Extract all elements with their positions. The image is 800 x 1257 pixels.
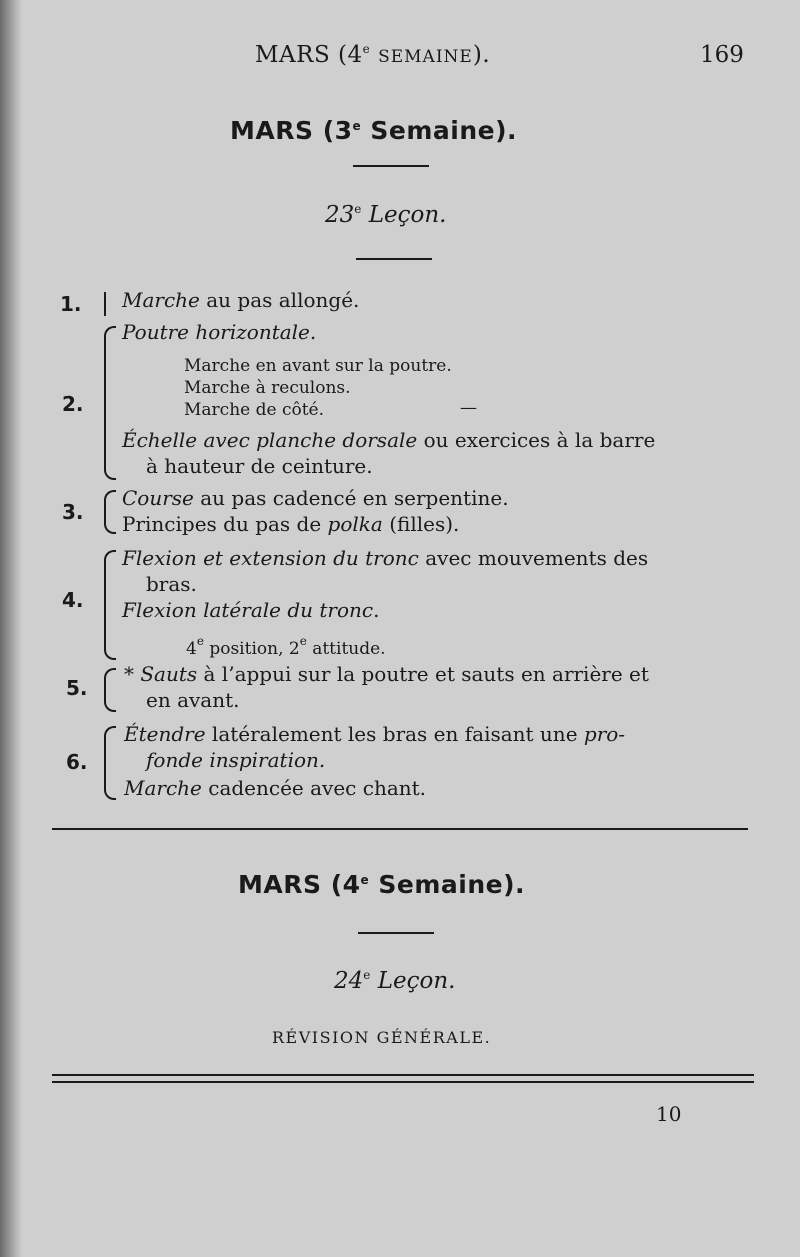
exercise-4-text-b: .: [373, 598, 380, 622]
exercise-2-term: Échelle avec planche dorsale: [122, 428, 418, 452]
exercise-4-line-b: [122, 598, 379, 622]
exercise-3-term: Course: [122, 486, 194, 510]
short-rule: [356, 258, 432, 260]
exercise-number: 4.: [62, 588, 84, 612]
exercise-brace: [104, 550, 116, 660]
exercise-4-sub-sup: e: [196, 634, 204, 648]
exercise-2-line-b: [122, 428, 655, 452]
lesson-num: 24: [334, 968, 364, 994]
section-week-word: Semaine: [378, 870, 504, 899]
running-week-sup: e: [362, 42, 371, 56]
exercise-1-text: au pas allongé.: [199, 288, 360, 312]
page-number: 169: [700, 42, 744, 68]
exercise-3-term-b: polka: [327, 512, 383, 536]
exercise-1-term: Marche: [122, 288, 200, 312]
lesson-heading-23: [325, 202, 446, 228]
book-spine-shadow: [0, 0, 22, 1257]
double-rule-top: [52, 1074, 754, 1076]
exercise-brace: [104, 726, 116, 800]
running-week-ordinal: 4: [347, 42, 363, 68]
revision-heading: RÉVISION GÉNÉRALE.: [272, 1028, 492, 1047]
section-week-sup: e: [352, 119, 362, 133]
exercise-bar: [104, 292, 106, 316]
section-week-word: Semaine: [370, 116, 496, 145]
exercise-number: 5.: [66, 676, 88, 700]
exercise-5-line-a2: en avant.: [146, 688, 240, 712]
double-rule-bottom: [52, 1081, 754, 1083]
exercise-number: 6.: [66, 750, 88, 774]
exercise-4-text: avec mouvements des: [418, 546, 649, 570]
exercise-6-text-b: cadencée avec chant.: [201, 776, 427, 800]
exercise-2-line-b2: à hauteur de ceinture.: [146, 454, 373, 478]
lesson-word: Leçon.: [368, 202, 447, 228]
exercise-4-line-a: [122, 546, 648, 570]
exercise-6-line-b: [124, 776, 426, 800]
lesson-word: Leçon.: [377, 968, 456, 994]
exercise-4-term-b: Flexion latérale du tronc: [122, 598, 374, 622]
running-header: MARS (4e SEMAINE).: [255, 42, 491, 68]
section-week-num: 4: [342, 870, 361, 899]
exercise-3-text-b: (filles).: [382, 512, 460, 536]
section-title-week-4: MARS (4e Semaine).: [238, 870, 526, 899]
exercise-1-line: [122, 288, 359, 312]
exercise-4-term: Flexion et extension du tronc: [122, 546, 419, 570]
exercise-5-text: à l’appui sur la poutre et sauts en arrière et: [197, 662, 649, 686]
lesson-sup: e: [354, 202, 362, 216]
exercise-brace: [104, 326, 116, 480]
section-divider: [52, 828, 748, 830]
exercise-4-line-a2: bras.: [146, 572, 197, 596]
exercise-6-term-b: Marche: [124, 776, 202, 800]
exercise-6-line-a2: fonde inspiration.: [146, 748, 326, 772]
exercise-6-line-a: [124, 722, 625, 746]
exercise-3-text-pre: Principes du pas de: [122, 512, 328, 536]
running-week-word: SEMAINE: [378, 47, 473, 67]
exercise-4-sub-end: attitude.: [306, 639, 386, 659]
short-rule: [353, 165, 429, 167]
running-title: MARS: [255, 42, 331, 68]
exercise-2-line-a: Poutre horizontale.: [122, 320, 317, 344]
short-rule: [358, 932, 434, 934]
exercise-2-sub-2: Marche à reculons.: [184, 378, 351, 398]
signature-mark: 10: [656, 1102, 682, 1126]
exercise-2-text: ou exercices à la barre: [417, 428, 656, 452]
exercise-5-star: *: [124, 662, 141, 686]
exercise-5-line-a: [124, 662, 649, 686]
exercise-6-text: latéralement les bras en faisant une: [205, 722, 584, 746]
exercise-number: 3.: [62, 500, 84, 524]
lesson-sup: e: [363, 968, 371, 982]
exercise-3-text: au pas cadencé en serpentine.: [193, 486, 509, 510]
section-week-num: 3: [334, 116, 353, 145]
section-title-month: MARS: [238, 870, 322, 899]
exercise-brace: [104, 490, 116, 534]
section-title-week-3: MARS (3e Semaine).: [230, 116, 518, 145]
lesson-num: 23: [325, 202, 355, 228]
exercise-4-sub-mid: position, 2: [203, 639, 300, 659]
exercise-3-line-b: [122, 512, 459, 536]
lesson-heading-24: [334, 968, 455, 994]
exercise-number: 1.: [60, 292, 82, 316]
exercise-4-sub-num: 4: [186, 639, 197, 659]
exercise-2-dash: —: [460, 398, 477, 418]
exercise-3-line-a: [122, 486, 509, 510]
exercise-2-sub-1: Marche en avant sur la poutre.: [184, 356, 452, 376]
exercise-brace: [104, 668, 116, 712]
exercise-4-sub: [186, 634, 386, 659]
exercise-2-sub-3: Marche de côté.: [184, 400, 325, 420]
section-week-sup: e: [360, 873, 370, 887]
exercise-5-term: Sauts: [140, 662, 198, 686]
section-title-month: MARS: [230, 116, 314, 145]
exercise-4-sub-sup2: e: [299, 634, 307, 648]
exercise-6-term-2: pro-: [583, 722, 626, 746]
exercise-6-term: Étendre: [124, 722, 206, 746]
exercise-number: 2.: [62, 392, 84, 416]
